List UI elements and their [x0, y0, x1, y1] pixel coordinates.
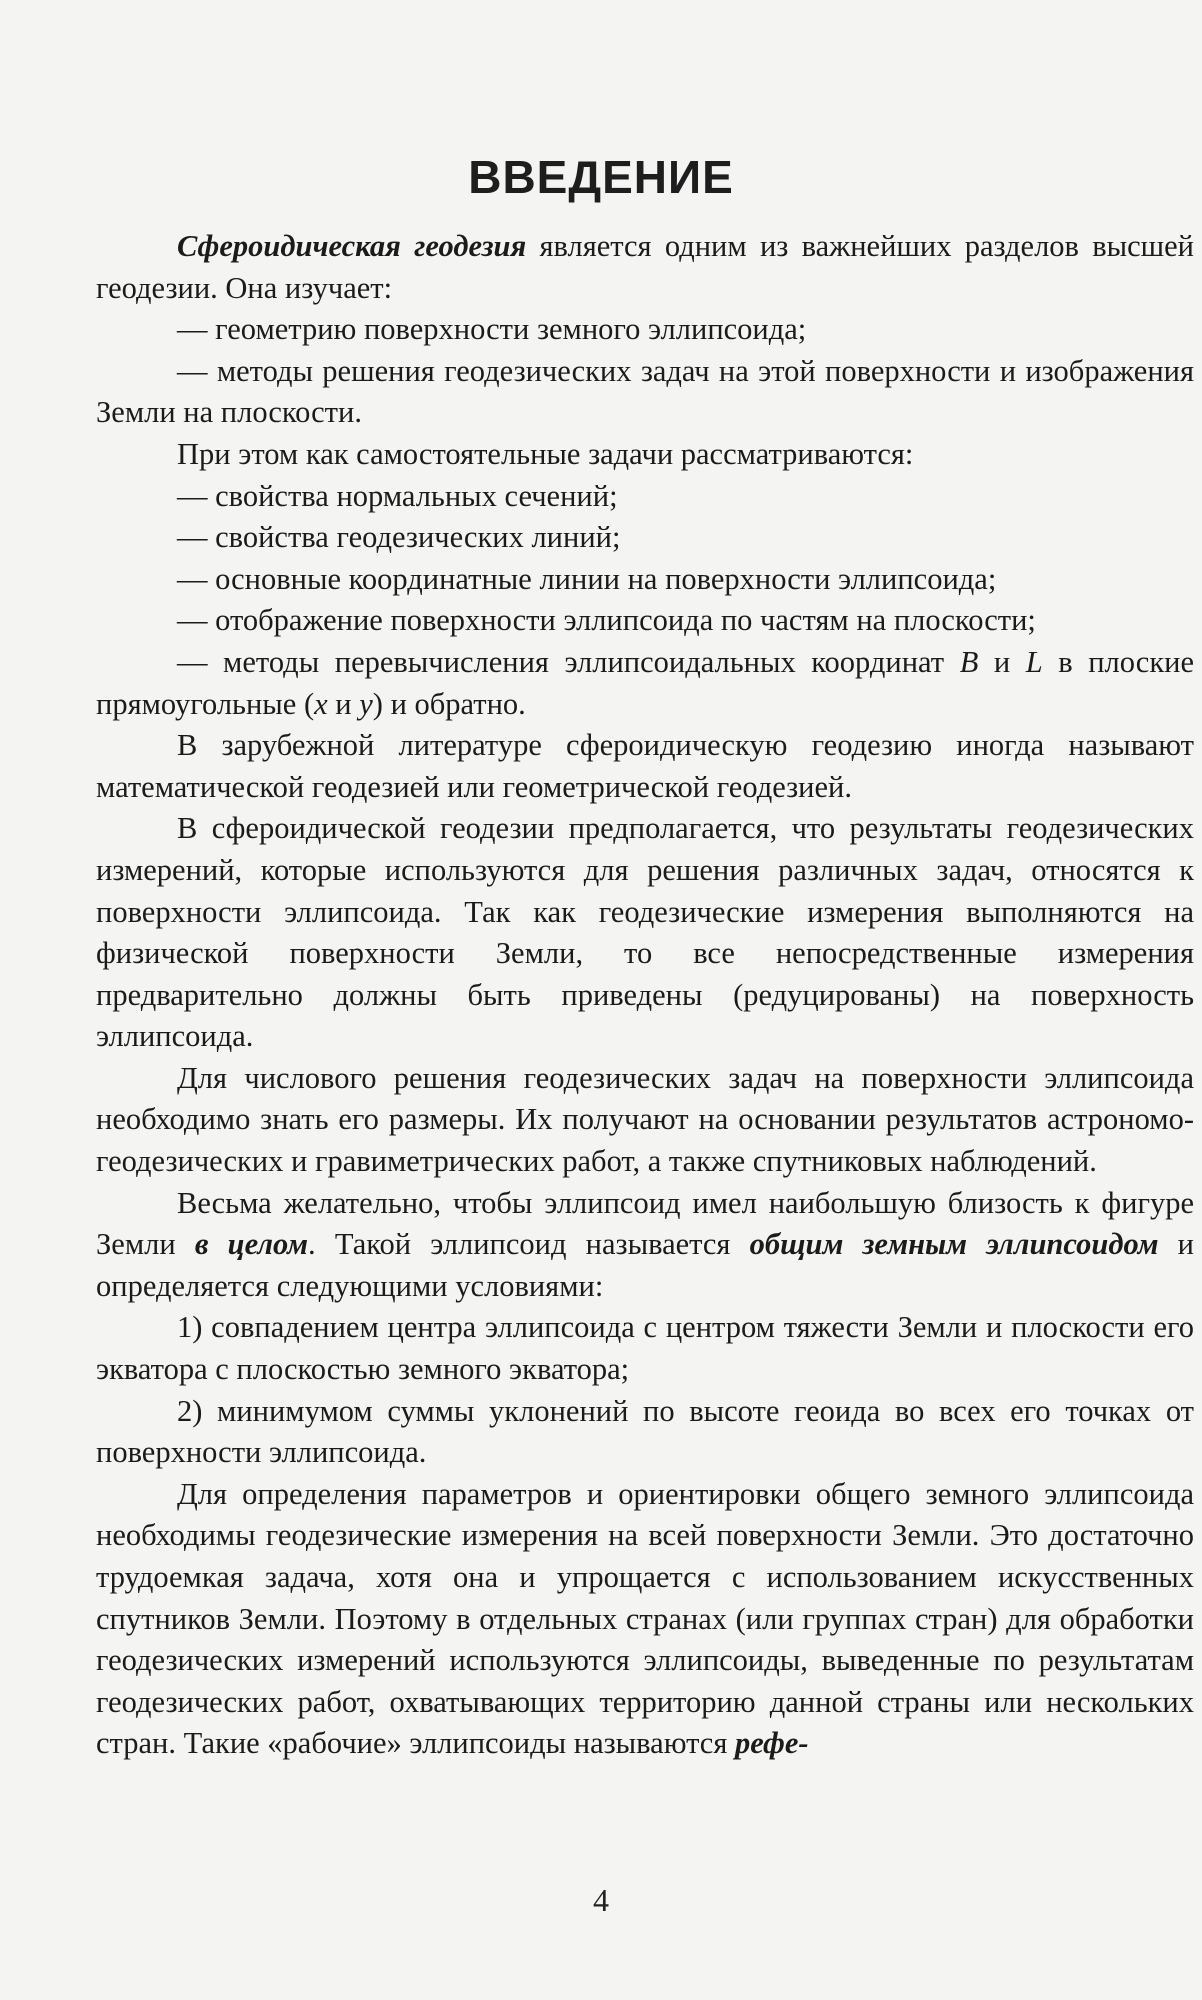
- page-heading: ВВЕДЕНИЕ: [468, 151, 734, 203]
- condition-2: 2) минимумом суммы уклонений по высоте геоида во всех его точках от поверхности эллипсоида.: [96, 1393, 1194, 1470]
- list-item: — свойства геодезических линий;: [177, 520, 621, 555]
- term-spheroidal-geodesy: Сфероидическая геодезия: [177, 229, 527, 263]
- list-item: — геометрию поверхности земного эллипсоида;: [177, 312, 807, 347]
- list-item: — свойства нормальных сечений;: [177, 478, 618, 513]
- list-item: — методы перевычисления эллипсоидальных координат B и L в плоские прямоугольные (x и y) и обратно.: [96, 644, 1195, 721]
- paragraph-intro: Сфероидическая геодезия является одним из важнейших разделов высшей геодезии. Она изучает:: [96, 229, 1194, 305]
- paragraph-tasks: При этом как самостоятельные задачи рассматриваются:: [177, 436, 914, 471]
- list-item: — отображение поверхности эллипсоида по частям на плоскости;: [177, 603, 1036, 638]
- list-item: — методы решения геодезических задач на этой поверхности и изображения Земли на плоскости.: [96, 353, 1194, 430]
- paragraph-measurements: В сфероидической геодезии предполагается, что результаты геодезических измерений, которые используются для решения различных задач, относятся к поверхности эллипсоида. Так как геодезические измерения выполняются на физической поверхности Земли, то все непосредственные измерения предварительно должны быть приведены (редуцированы) на поверхность эллипсоида.: [96, 811, 1194, 1054]
- list-item: — основные координатные линии на поверхности эллипсоида;: [177, 561, 997, 596]
- paragraph-reference-ellipsoids: Для определения параметров и ориентировки общего земного эллипсоида необходимы геодезические измерения на всей поверхности Земли. Это достаточно трудоемкая задача, хотя она и упрощается с использованием искусственных спутников Земли. Поэтому в отдельных странах (или группах стран) для обработки геодезических измерений используются эллипсоиды, выведенные по результатам геодезических работ, охватывающих территорию данной страны или нескольких стран. Такие «рабочие» эллипсоиды называются рефе-: [96, 1476, 1194, 1761]
- condition-1: 1) совпадением центра эллипсоида с центром тяжести Земли и плоскости его экватора с плоскостью земного экватора;: [96, 1310, 1194, 1387]
- paragraph-dimensions: Для числового решения геодезических задач на поверхности эллипсоида необходимо знать его размеры. Их получают на основании результатов астрономо-геодезических и гравиметрических работ, а также спутниковых наблюдений.: [96, 1060, 1194, 1179]
- page-number: 4: [593, 1882, 609, 1918]
- body-text: [96, 226, 1194, 1765]
- paragraph-foreign-literature: В зарубежной литературе сфероидическую геодезию иногда называют математической геодезией или геометрической геодезией.: [96, 728, 1194, 804]
- paragraph-general-ellipsoid: Весьма желательно, чтобы эллипсоид имел наибольшую близость к фигуре Земли в целом. Такой эллипсоид называется общим земным эллипсоидом и определяется следующими условиями:: [96, 1185, 1194, 1303]
